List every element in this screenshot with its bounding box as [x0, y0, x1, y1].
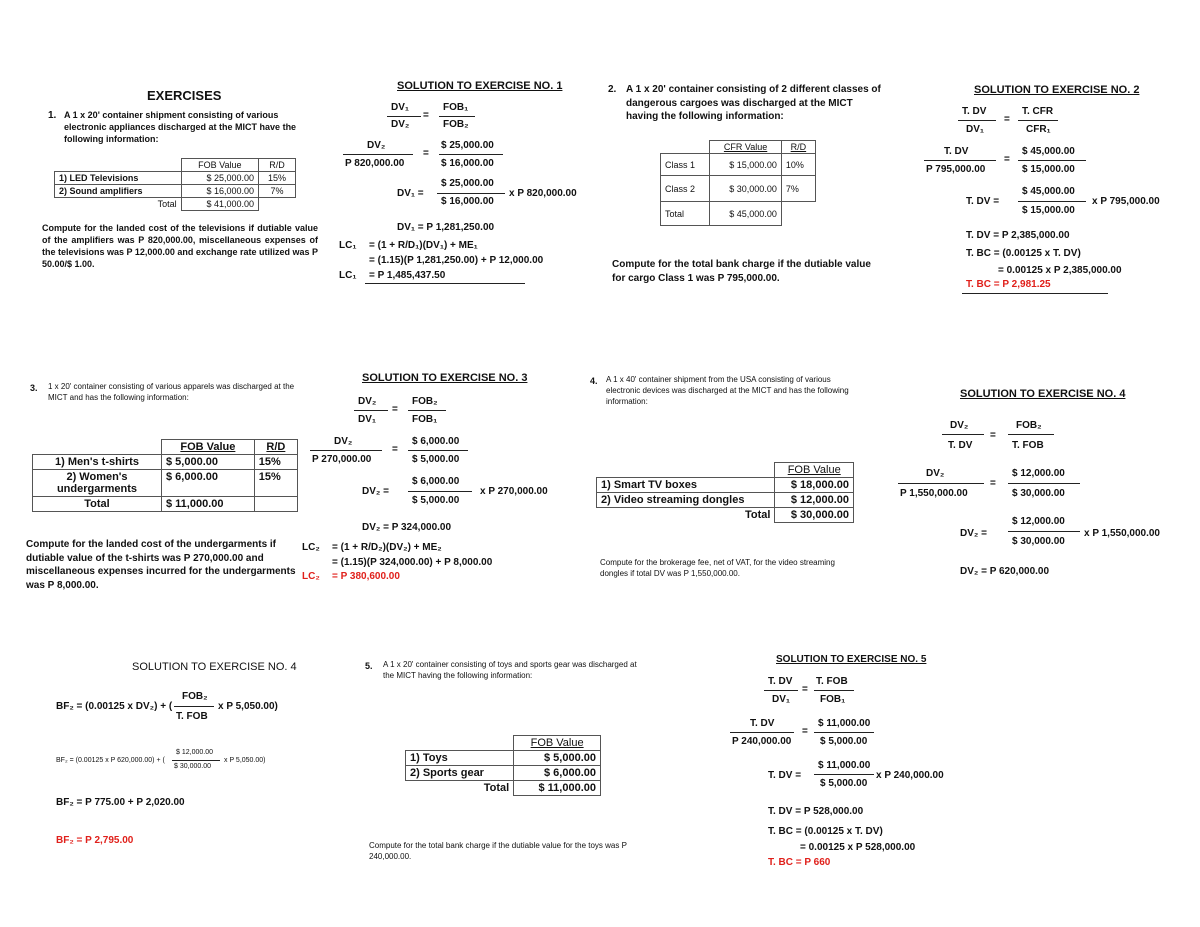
fraction-numerator: $ 6,000.00: [412, 436, 460, 447]
equals-sign: =: [392, 404, 398, 415]
exercise-number: 2.: [608, 84, 617, 95]
fraction-numerator: T. DV: [962, 106, 987, 117]
equals-sign: =: [423, 148, 429, 159]
fraction-numerator: FOB₁: [443, 102, 469, 113]
multiplier: x P 820,000.00: [509, 188, 577, 199]
col-fob: FOB Value: [775, 463, 854, 478]
col-cfr: CFR Value: [710, 141, 782, 154]
total-label: Total: [55, 198, 182, 211]
fraction-numerator: T. FOB: [816, 676, 848, 687]
exercise-number: 1.: [48, 110, 57, 121]
row-rd: 15%: [259, 172, 296, 185]
fraction-denominator: $ 30,000.00: [1012, 488, 1065, 499]
compute-instruction: Compute for the landed cost of the televisions if dutiable value of the amplifiers was P 820,000.00, miscellaneous expenses of the televisions was P 12,000.00 and exchange rate utilized was P 50.00/$ 1.00.: [42, 223, 318, 270]
lc-label: LC₁: [339, 240, 357, 251]
exercise-question: A 1 x 20' container consisting of toys and sports gear was discharged at the MICT having the following information:: [383, 660, 637, 680]
lc-substitution: = (1.15)(P 324,000.00) + P 8,000.00: [332, 557, 493, 568]
exercise-question: A 1 x 20' container consisting of 2 different classes of dangerous cargoes was discharged at the MICT having the following information:: [626, 84, 881, 122]
fraction-denominator: DV₂: [391, 119, 410, 130]
solution-title: SOLUTION TO EXERCISE NO. 1: [397, 80, 563, 92]
fraction-numerator: DV₂: [950, 420, 969, 431]
row-rd: 15%: [254, 470, 297, 497]
bc-formula: T. BC = (0.00125 x T. DV): [768, 826, 883, 837]
row-fob: $ 12,000.00: [775, 493, 854, 508]
solution-title: SOLUTION TO EXERCISE NO. 4: [132, 661, 297, 673]
row-label: Class 2: [661, 176, 710, 202]
exercise-number: 3.: [30, 383, 38, 393]
fraction-denominator: $ 5,000.00: [412, 454, 460, 465]
lc-formula: = (1 + R/D₁)(DV₁) + ME₁: [369, 240, 478, 251]
solution-3-panel: [300, 368, 570, 588]
exercises-heading: EXERCISES: [147, 88, 222, 103]
lc-substitution: = (1.15)(P 1,281,250.00) + P 12,000.00: [369, 255, 544, 266]
dv-result: DV₂ = P 620,000.00: [960, 566, 1050, 577]
dv-result: T. DV = P 2,385,000.00: [966, 230, 1070, 241]
exercise-2-panel: [598, 62, 903, 292]
exercise-5-table: [405, 735, 601, 796]
fraction-denominator: $ 15,000.00: [1022, 164, 1075, 175]
fraction-denominator: T. FOB: [1012, 440, 1044, 451]
exercise-question: A 1 x 40' container shipment from the USA consisting of various electronic devices was discharged at the MICT and has the following information:: [606, 375, 849, 406]
fraction-numerator: DV₂: [334, 436, 353, 447]
row-fob: $ 25,000.00: [181, 172, 258, 185]
row-label: 1) Toys: [406, 751, 514, 766]
fraction-numerator: FOB₂: [182, 691, 208, 702]
lc-result: = P 380,600.00: [332, 571, 400, 582]
col-fob: FOB Value: [514, 736, 601, 751]
fraction-numerator: DV₁: [391, 102, 410, 113]
solution-2-panel: [910, 72, 1195, 302]
fraction-numerator: $ 25,000.00: [441, 178, 494, 189]
fraction-numerator: DV₂: [926, 468, 945, 479]
bc-result: T. BC = P 2,981.25: [966, 279, 1051, 290]
fraction-numerator: $ 12,000.00: [1012, 516, 1065, 527]
fraction-denominator: $ 5,000.00: [412, 495, 460, 506]
row-label: 2) Sound amplifiers: [55, 185, 182, 198]
fraction-numerator: $ 12,000.00: [176, 749, 213, 756]
fraction-numerator: FOB₂: [1016, 420, 1042, 431]
bf-formula-lhs: BF₂ = (0.00125 x DV₂) + (: [56, 701, 173, 712]
fraction-numerator: $ 45,000.00: [1022, 186, 1075, 197]
row-fob: $ 5,000.00: [514, 751, 601, 766]
dv-result: T. DV = P 528,000.00: [768, 806, 864, 817]
equals-sign: =: [1004, 114, 1010, 125]
fraction-denominator: $ 5,000.00: [820, 778, 868, 789]
row-label: 2) Women's undergarments: [33, 470, 162, 497]
row-fob: $ 6,000.00: [514, 766, 601, 781]
row-label: 1) Smart TV boxes: [597, 478, 775, 493]
solution-1-panel: [335, 72, 595, 292]
total-fob: $ 11,000.00: [514, 781, 601, 796]
solution-4-panel: [892, 378, 1197, 588]
total-label: Total: [33, 497, 162, 512]
fraction-denominator: FOB₁: [412, 414, 438, 425]
formula-lhs: DV₂ =: [362, 486, 389, 497]
total-fob: $ 11,000.00: [162, 497, 255, 512]
fraction-denominator: P 240,000.00: [732, 736, 792, 747]
multiplier: x P 1,550,000.00: [1084, 528, 1160, 539]
bc-substitution: = 0.00125 x P 2,385,000.00: [998, 265, 1122, 276]
bc-substitution: = 0.00125 x P 528,000.00: [800, 842, 916, 853]
fraction-denominator: FOB₂: [443, 119, 469, 130]
compute-instruction: Compute for the total bank charge if the dutiable value for the toys was P 240,000.00.: [369, 841, 627, 861]
total-label: Total: [597, 508, 775, 523]
exercise-question: 1 x 20' container consisting of various apparels was discharged at the MICT and has the following information:: [48, 382, 295, 402]
col-fob: FOB Value: [162, 440, 255, 455]
fraction-denominator: T. FOB: [176, 711, 208, 722]
fraction-denominator: DV₁: [966, 124, 985, 135]
lc-result: = P 1,485,437.50: [369, 270, 446, 281]
solution-4-bf-panel: [40, 655, 335, 865]
row-fob: $ 5,000.00: [162, 455, 255, 470]
fraction-numerator: $ 12,000.00: [1012, 468, 1065, 479]
compute-instruction: Compute for the total bank charge if the dutiable value for cargo Class 1 was P 795,000.00.: [612, 259, 871, 284]
fraction-denominator: $ 16,000.00: [441, 196, 494, 207]
fraction-numerator: DV₂: [367, 140, 386, 151]
equals-sign: =: [392, 444, 398, 455]
solution-title: SOLUTION TO EXERCISE NO. 4: [960, 388, 1126, 400]
col-rd: R/D: [781, 141, 815, 154]
lc-label: LC₁: [339, 270, 357, 281]
fraction-denominator: P 270,000.00: [312, 454, 372, 465]
exercise-4-panel: [582, 368, 872, 588]
col-rd: R/D: [259, 159, 296, 172]
fraction-denominator: $ 30,000.00: [174, 763, 211, 770]
solution-title: SOLUTION TO EXERCISE NO. 3: [362, 372, 528, 384]
fraction-denominator: P 820,000.00: [345, 158, 405, 169]
total-fob: $ 30,000.00: [775, 508, 854, 523]
multiplier: x P 270,000.00: [480, 486, 548, 497]
row-cfr: $ 30,000.00: [710, 176, 782, 202]
formula-lhs: DV₁ =: [397, 188, 424, 199]
exercise-number: 5.: [365, 661, 373, 671]
fraction-denominator: FOB₁: [820, 694, 846, 705]
fraction-denominator: DV₁: [358, 414, 377, 425]
equals-sign: =: [802, 684, 808, 695]
fraction-denominator: DV₁: [772, 694, 791, 705]
formula-lhs: T. DV =: [966, 196, 1000, 207]
exercise-3-panel: [22, 375, 302, 591]
fraction-denominator: $ 16,000.00: [441, 158, 494, 169]
total-cfr: $ 45,000.00: [710, 202, 782, 226]
fraction-denominator: T. DV: [948, 440, 973, 451]
total-label: Total: [661, 202, 710, 226]
multiplier: x P 5,050.00): [218, 701, 278, 712]
row-label: Class 1: [661, 154, 710, 176]
fraction-numerator: DV₂: [358, 396, 377, 407]
row-label: 1) LED Televisions: [55, 172, 182, 185]
solution-5-panel: [730, 650, 970, 872]
total-fob: $ 41,000.00: [181, 198, 258, 211]
exercise-5-panel: [355, 655, 650, 870]
bf-sum: BF₂ = P 775.00 + P 2,020.00: [56, 797, 185, 808]
bf-result: BF₂ = P 2,795.00: [56, 835, 134, 846]
row-fob: $ 16,000.00: [181, 185, 258, 198]
multiplier: x P 240,000.00: [876, 770, 944, 781]
row-label: 1) Men's t-shirts: [33, 455, 162, 470]
row-fob: $ 6,000.00: [162, 470, 255, 497]
equals-sign: =: [990, 430, 996, 441]
equals-sign: =: [802, 726, 808, 737]
equals-sign: =: [423, 110, 429, 121]
total-label: Total: [406, 781, 514, 796]
multiplier: x P 5,050.00): [224, 757, 266, 764]
row-rd: 7%: [781, 176, 815, 202]
bc-result: T. BC = P 660: [768, 857, 831, 868]
exercise-4-table: [596, 462, 854, 523]
exercise-question: A 1 x 20' container shipment consisting of various electronic appliances discharged at the MICT have the following information:: [64, 110, 297, 145]
formula-lhs: DV₂ =: [960, 528, 987, 539]
fraction-numerator: T. DV: [768, 676, 793, 687]
row-fob: $ 18,000.00: [775, 478, 854, 493]
fraction-numerator: $ 11,000.00: [818, 718, 871, 729]
fraction-numerator: T. DV: [944, 146, 969, 157]
exercise-2-table: [660, 140, 816, 226]
exercise-1-table: [54, 158, 296, 211]
row-label: 2) Video streaming dongles: [597, 493, 775, 508]
fraction-denominator: $ 5,000.00: [820, 736, 868, 747]
fraction-numerator: $ 45,000.00: [1022, 146, 1075, 157]
fraction-numerator: T. DV: [750, 718, 775, 729]
lc-label: LC₂: [302, 571, 320, 582]
fraction-numerator: T. CFR: [1022, 106, 1054, 117]
col-rd: R/D: [254, 440, 297, 455]
solution-title: SOLUTION TO EXERCISE NO. 5: [776, 654, 927, 665]
row-rd: 15%: [254, 455, 297, 470]
fraction-denominator: $ 15,000.00: [1022, 205, 1075, 216]
exercise-1-panel: [30, 70, 330, 290]
fraction-denominator: P 1,550,000.00: [900, 488, 968, 499]
fraction-numerator: FOB₂: [412, 396, 438, 407]
bc-formula: T. BC = (0.00125 x T. DV): [966, 248, 1081, 259]
equals-sign: =: [1004, 154, 1010, 165]
row-cfr: $ 15,000.00: [710, 154, 782, 176]
dv-result: DV₁ = P 1,281,250.00: [397, 222, 495, 233]
col-fob: FOB Value: [181, 159, 258, 172]
row-rd: 10%: [781, 154, 815, 176]
multiplier: x P 795,000.00: [1092, 196, 1160, 207]
fraction-denominator: CFR₁: [1026, 124, 1051, 135]
fraction-denominator: P 795,000.00: [926, 164, 986, 175]
row-label: 2) Sports gear: [406, 766, 514, 781]
fraction-numerator: $ 25,000.00: [441, 140, 494, 151]
fraction-numerator: $ 6,000.00: [412, 476, 460, 487]
formula-lhs: T. DV =: [768, 770, 802, 781]
row-rd: 7%: [259, 185, 296, 198]
dv-result: DV₂ = P 324,000.00: [362, 522, 452, 533]
fraction-denominator: $ 30,000.00: [1012, 536, 1065, 547]
exercise-number: 4.: [590, 376, 598, 386]
equals-sign: =: [990, 478, 996, 489]
compute-instruction: Compute for the landed cost of the undergarments if dutiable value of the t-shirts was P 270,000.00 and miscellaneous expenses incurred for the undergarments was P 8,000.00.: [26, 539, 296, 591]
lc-label: LC₂: [302, 542, 320, 553]
lc-formula: = (1 + R/D₂)(DV₂) + ME₂: [332, 542, 442, 553]
fraction-numerator: $ 11,000.00: [818, 760, 871, 771]
compute-instruction: Compute for the brokerage fee, net of VAT, for the video streaming dongles if total DV was P 1,550,000.00.: [600, 558, 835, 578]
exercise-3-table: [32, 439, 298, 512]
bf-substitution-lhs: BF₂ = (0.00125 x P 620,000.00) + (: [56, 757, 165, 764]
solution-title: SOLUTION TO EXERCISE NO. 2: [974, 84, 1140, 96]
